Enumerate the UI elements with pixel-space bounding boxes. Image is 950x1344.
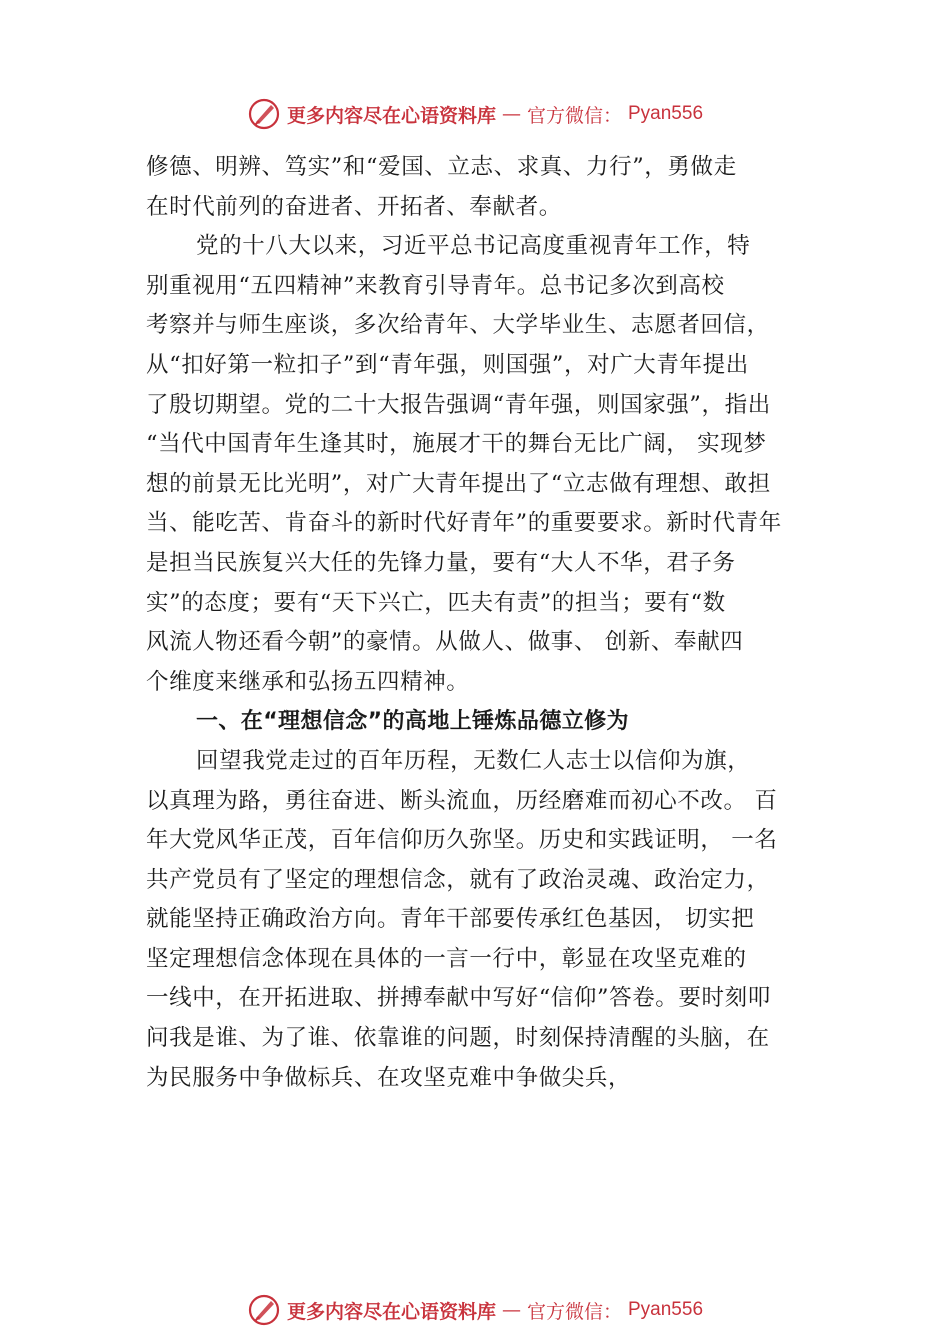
quill-logo-icon — [247, 1293, 281, 1327]
text-line: 一线中，在开拓进取、拼搏奉献中写好“信仰”答卷。要时刻叩 — [146, 985, 771, 1012]
paragraph-start: 党的十八大以来，习近平总书记高度重视青年工作，特 — [196, 233, 751, 260]
text-line: 就能坚持正确政治方向。青年干部要传承红色基因， 切实把 — [146, 906, 755, 933]
paragraph-start: 回望我党走过的百年历程，无数仁人志士以信仰为旗， — [196, 747, 751, 774]
text-line: 想的前景无比光明”，对广大青年提出了“立志做有理想、敢担 — [146, 470, 771, 497]
text-line: 年大党风华正茂，百年信仰历久弥坚。历史和实践证明， 一名 — [146, 827, 778, 854]
banner-subtitle: 官方微信： — [526, 1300, 622, 1323]
text-line: 从“扣好第一粒扣子”到“青年强，则国强”，对广大青年提出 — [146, 351, 749, 378]
banner-subtitle: 官方微信： — [526, 104, 622, 127]
text-line: 考察并与师生座谈，多次给青年、大学毕业生、志愿者回信， — [146, 312, 770, 339]
quill-logo-icon — [247, 97, 281, 131]
text-line: 个维度来继承和弘扬五四精神。 — [146, 668, 470, 695]
text-line: 风流人物还看今朝”的豪情。从做人、做事、 创新、奉献四 — [146, 629, 744, 656]
banner-wechat-id: Pyan556 — [628, 1299, 704, 1320]
banner-dash: — — [501, 103, 521, 125]
text-line: 在时代前列的奋进者、开拓者、奉献者。 — [146, 193, 562, 220]
footer-banner — [0, 1290, 950, 1330]
text-line: 了殷切期望。党的二十大报告强调“青年强，则国家强”，指出 — [146, 391, 771, 418]
document-body — [146, 148, 822, 1098]
header-banner — [0, 94, 950, 134]
text-line: 坚定理想信念体现在具体的一言一行中，彰显在攻坚克难的 — [146, 945, 747, 972]
banner-wechat-id: Pyan556 — [628, 103, 704, 124]
text-line: 修德、明辨、笃实”和“爱国、立志、求真、力行”，勇做走 — [146, 154, 737, 180]
banner-title: 更多内容尽在心语资料库 — [286, 1300, 496, 1323]
text-line: “当代中国青年生逢其时，施展才干的舞台无比广阔， 实现梦 — [146, 431, 767, 458]
text-line: 问我是谁、为了谁、依靠谁的问题，时刻保持清醒的头脑，在 — [146, 1025, 770, 1052]
text-line: 为民服务中争做标兵、在攻坚克难中争做尖兵， — [146, 1064, 632, 1091]
text-line: 实”的态度；要有“天下兴亡，匹夫有责”的担当；要有“数 — [146, 589, 726, 616]
section-heading: 一、在“理想信念”的高地上锤炼品德立修为 — [196, 709, 629, 735]
text-line: 是担当民族复兴大任的先锋力量，要有“大人不华，君子务 — [146, 549, 736, 576]
text-line: 共产党员有了坚定的理想信念，就有了政治灵魂、政治定力， — [146, 866, 770, 893]
text-line: 以真理为路，勇往奋进、断头流血，历经磨难而初心不改。 百 — [146, 787, 778, 814]
banner-dash: — — [501, 1299, 521, 1321]
text-line: 当、能吃苦、肯奋斗的新时代好青年”的重要要求。新时代青年 — [146, 510, 782, 537]
banner-title: 更多内容尽在心语资料库 — [286, 104, 496, 127]
text-line: 别重视用“五四精神”来教育引导青年。总书记多次到高校 — [146, 272, 725, 299]
